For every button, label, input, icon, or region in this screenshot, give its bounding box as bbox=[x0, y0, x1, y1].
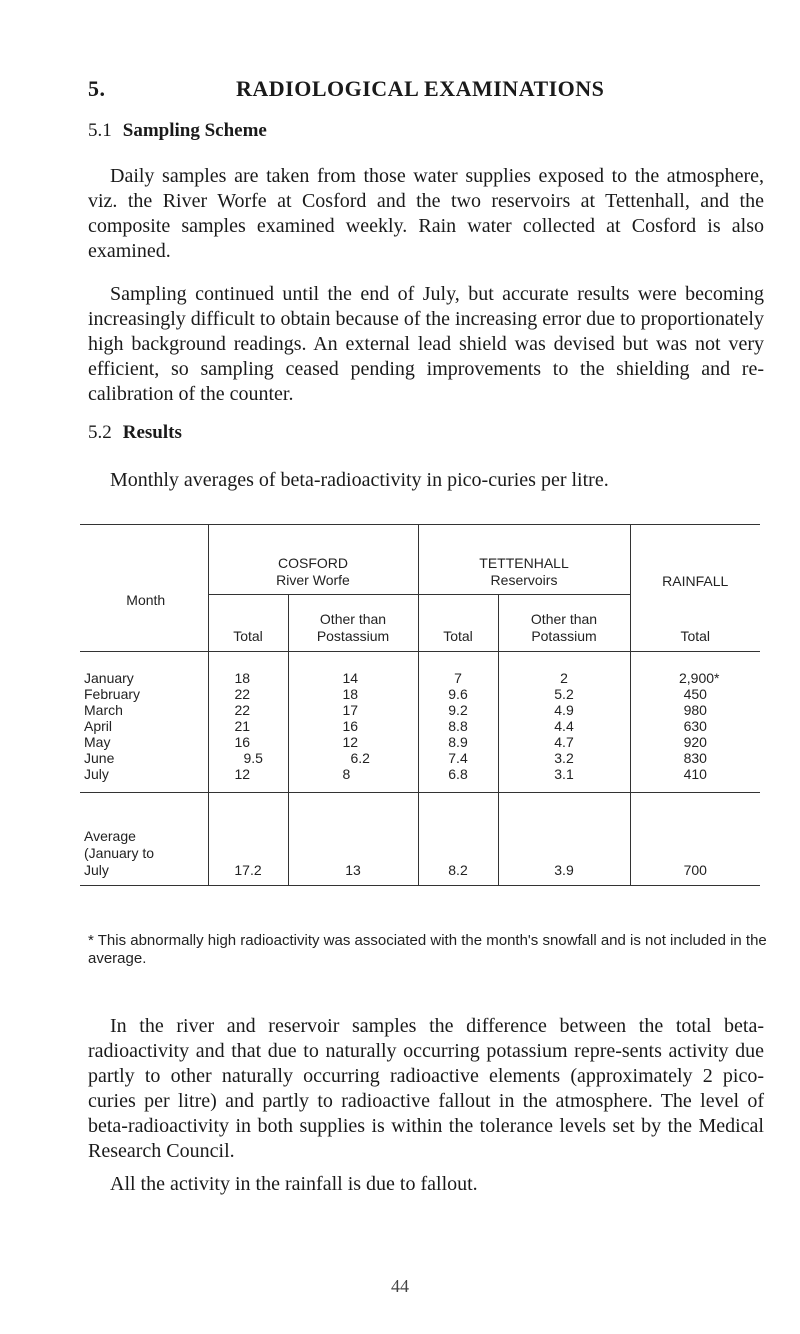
tett-other-header bbox=[498, 595, 630, 652]
cosford-other-list bbox=[288, 652, 418, 793]
header-line: Postassium bbox=[316, 628, 390, 644]
value-cell: 17 bbox=[342, 702, 359, 718]
month-cell: April bbox=[84, 718, 113, 734]
average-tett-total: 8.2 bbox=[418, 793, 498, 886]
table-footnote: * This abnormally high radioactivity was associated with the month's snowfall and is not included in the average. bbox=[88, 932, 767, 967]
average-cosford-total: 17.2 bbox=[208, 793, 288, 886]
tettenhall-header bbox=[418, 525, 630, 595]
rainfall-total-header: Total bbox=[630, 595, 760, 652]
value-cell: 16 bbox=[234, 734, 251, 750]
rainfall-header: RAINFALL bbox=[630, 525, 760, 595]
tett-other-list bbox=[498, 652, 630, 793]
value-cell: 21 bbox=[234, 718, 251, 734]
chapter-heading bbox=[88, 76, 604, 102]
rainfall-total-list bbox=[630, 652, 760, 793]
value-cell: 4.4 bbox=[554, 718, 574, 734]
month-cell: July bbox=[84, 766, 109, 782]
value-cell: 8.8 bbox=[448, 718, 468, 734]
average-label-line: (January to bbox=[84, 845, 155, 861]
value-cell: 980 bbox=[683, 702, 707, 718]
cosford-title: COSFORD bbox=[278, 555, 348, 571]
paragraph-sampling-1: Daily samples are taken from those water supplies exposed to the atmosphere, viz. the River Worfe at Cosford and the two reservoirs at Tettenhall, and the composite samples examined weekly. Rain water collected at Cosford is also examined. bbox=[88, 165, 764, 262]
value-cell: 12 bbox=[342, 734, 359, 750]
value-cell: 7.4 bbox=[448, 750, 468, 766]
value-cell: 5.2 bbox=[554, 686, 574, 702]
cosford-total-header: Total bbox=[208, 595, 288, 652]
section-heading-sampling bbox=[88, 120, 267, 142]
average-tett-other: 3.9 bbox=[498, 793, 630, 886]
chapter-number: 5. bbox=[88, 76, 106, 101]
section-title: Sampling Scheme bbox=[122, 120, 267, 141]
value-cell: 9.6 bbox=[448, 686, 468, 702]
value-cell: 630 bbox=[683, 718, 707, 734]
month-header: Month bbox=[80, 525, 208, 652]
month-list bbox=[80, 652, 208, 793]
section-title: Results bbox=[122, 422, 182, 443]
value-cell: 3.1 bbox=[554, 766, 574, 782]
page-number: 44 bbox=[391, 1276, 409, 1296]
month-cell: January bbox=[84, 670, 134, 686]
tett-total-list bbox=[418, 652, 498, 793]
value-cell: 3.2 bbox=[554, 750, 574, 766]
chapter-title: RADIOLOGICAL EXAMINATIONS bbox=[236, 76, 605, 101]
value-cell: 6.8 bbox=[448, 766, 468, 782]
value-cell: 450 bbox=[683, 686, 707, 702]
cosford-total-list bbox=[208, 652, 288, 793]
value-cell: 2 bbox=[560, 670, 568, 686]
value-cell: 4.9 bbox=[554, 702, 574, 718]
value-cell: 6.2 bbox=[350, 750, 370, 766]
cosford-subtitle: River Worfe bbox=[276, 572, 350, 588]
value-cell: 22 bbox=[234, 686, 251, 702]
average-label-line: Average bbox=[84, 828, 136, 844]
value-cell: 22 bbox=[234, 702, 251, 718]
section-number: 5.1 bbox=[88, 120, 112, 141]
section-number: 5.2 bbox=[88, 422, 112, 443]
value-cell: 7 bbox=[454, 670, 462, 686]
month-cell: May bbox=[84, 734, 111, 750]
radioactivity-table bbox=[80, 524, 760, 886]
month-cell: March bbox=[84, 702, 123, 718]
value-cell: 18 bbox=[342, 686, 359, 702]
value-cell: 920 bbox=[683, 734, 707, 750]
header-line: Potassium bbox=[531, 628, 597, 644]
value-cell: 18 bbox=[234, 670, 251, 686]
value-cell: 2,900* bbox=[679, 670, 720, 686]
value-cell: 830 bbox=[683, 750, 707, 766]
average-label bbox=[80, 793, 208, 886]
cosford-other-header bbox=[288, 595, 418, 652]
average-label-line: July bbox=[84, 862, 109, 878]
results-intro: Monthly averages of beta-radioactivity in pico-curies per litre. bbox=[110, 469, 609, 491]
value-cell: 8 bbox=[342, 766, 351, 782]
value-cell: 9.5 bbox=[243, 750, 263, 766]
value-cell: 14 bbox=[342, 670, 359, 686]
tettenhall-subtitle: Reservoirs bbox=[490, 572, 558, 588]
tett-total-header: Total bbox=[418, 595, 498, 652]
average-rainfall-total: 700 bbox=[630, 793, 760, 886]
section-heading-results bbox=[88, 422, 182, 444]
value-cell: 16 bbox=[342, 718, 359, 734]
average-cosford-other: 13 bbox=[288, 793, 418, 886]
month-cell: February bbox=[84, 686, 141, 702]
value-cell: 12 bbox=[234, 766, 251, 782]
value-cell: 8.9 bbox=[448, 734, 468, 750]
header-line: Other than bbox=[530, 611, 598, 627]
value-cell: 9.2 bbox=[448, 702, 468, 718]
value-cell: 410 bbox=[683, 766, 707, 782]
tettenhall-title: TETTENHALL bbox=[479, 555, 569, 571]
header-line: Other than bbox=[319, 611, 387, 627]
paragraph-sampling-2: Sampling continued until the end of July, but accurate results were becoming increasingly difficult to obtain because of the increasing error due to proportionately high background readings. An external lead shield was devised but was not very efficient, so sampling ceased pending improvements to the shielding and re-calibration of the counter. bbox=[88, 283, 764, 405]
paragraph-closing-2: All the activity in the rainfall is due to fallout. bbox=[110, 1173, 478, 1195]
paragraph-closing-1: In the river and reservoir samples the difference between the total beta-radioactivity and that due to naturally occurring potassium repre-sents activity due partly to other naturally occurring radioactive elements (approximately 2 pico-curies per litre) and partly to radioactive fallout in the atmosphere. The level of beta-radioactivity in both supplies is within the tolerance levels set by the Medical Research Council. bbox=[88, 1015, 764, 1162]
cosford-header bbox=[208, 525, 418, 595]
value-cell: 4.7 bbox=[554, 734, 574, 750]
month-cell: June bbox=[84, 750, 115, 766]
